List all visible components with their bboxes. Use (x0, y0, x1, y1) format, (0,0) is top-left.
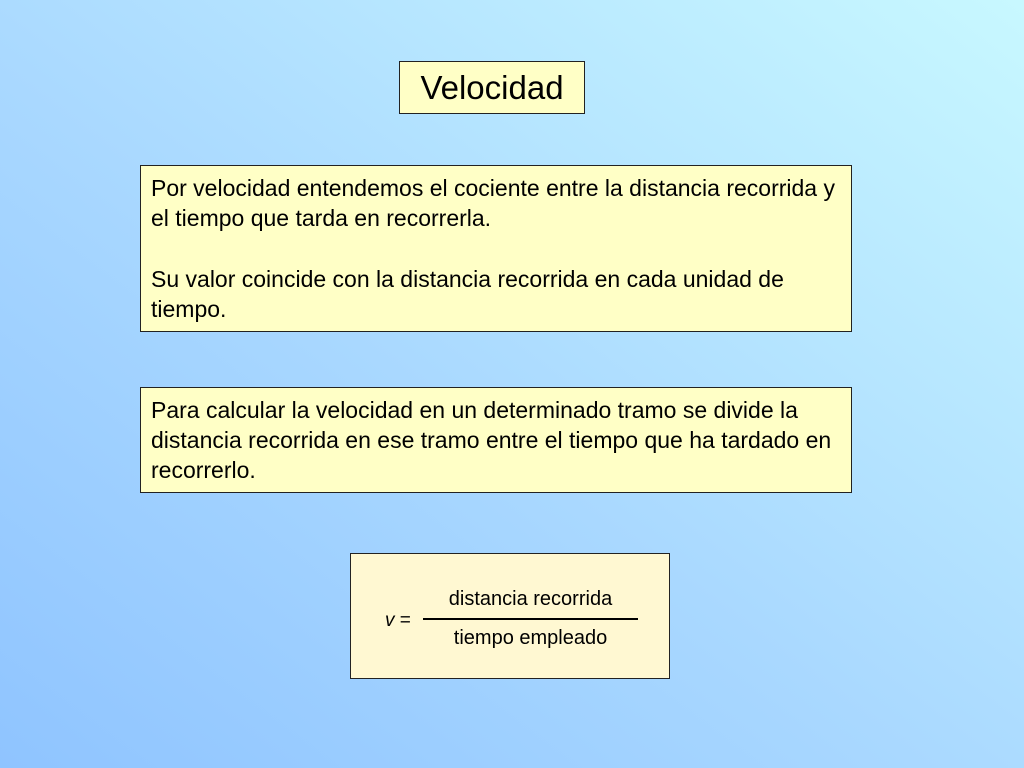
formula-equals-sign: = (394, 610, 411, 631)
slide-title: Velocidad (420, 68, 564, 106)
formula-box (350, 553, 670, 679)
definition-paragraph-2: Su valor coincide con la distancia recorrida en cada unidad de tiempo. (151, 266, 784, 322)
fraction-bar (423, 618, 638, 620)
slide-title-box (399, 61, 585, 114)
definition-box (140, 165, 852, 332)
formula-variable: v (385, 610, 395, 631)
formula-denominator: tiempo empleado (453, 627, 608, 649)
formula-numerator: distancia recorrida (448, 588, 613, 610)
calculation-text: Para calcular la velocidad en un determinado tramo se divide la distancia recorrida en ese tramo entre el tiempo que ha tardado en recorrerlo. (151, 397, 832, 483)
calculation-box (140, 387, 852, 493)
definition-paragraph-1: Por velocidad entendemos el cociente entre la distancia recorrida y el tiempo que tarda en recorrerla. (151, 175, 835, 231)
formula-left-side (385, 610, 411, 632)
